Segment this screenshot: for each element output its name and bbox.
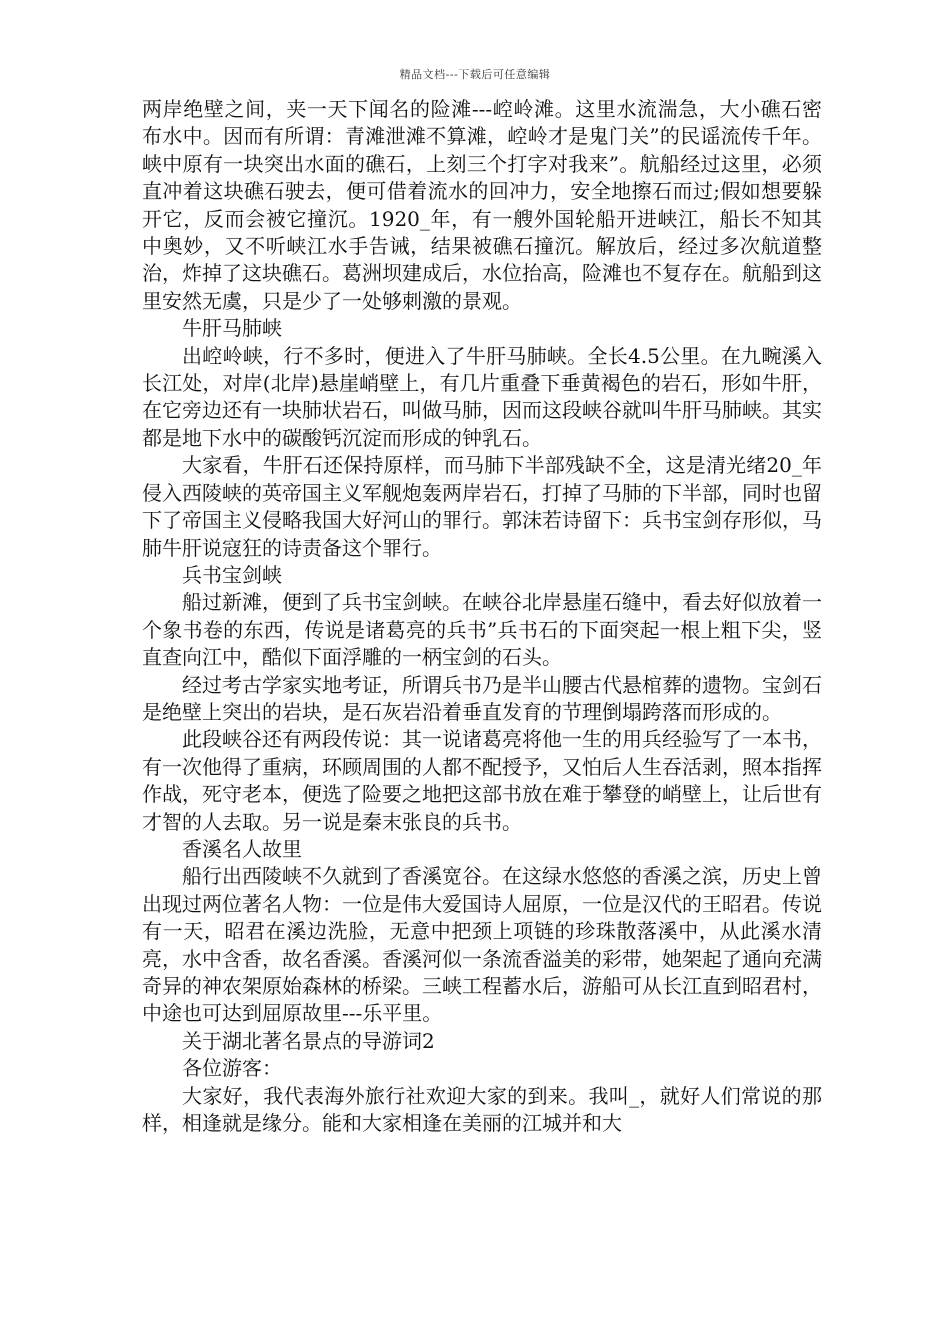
paragraph: 经过考古学家实地考证，所谓兵书乃是半山腰古代悬棺葬的遗物。宝剑石是绝壁上突出的岩块，是石灰岩沿着垂直发育的节理倒塌跨落而形成的。 (142, 672, 822, 724)
paragraph: 大家好，我代表海外旅行社欢迎大家的到来。我叫_，就好人们常说的那样，相逢就是缘分。能和大家相逢在美丽的江城并和大 (142, 1083, 822, 1136)
section-heading: 牛肝马肺峡 (182, 316, 282, 341)
section-heading: 香溪名人故里 (182, 836, 302, 861)
paragraph: 两岸绝壁之间，夹一天下闻名的险滩---崆岭滩。这里水流湍急，大小礁石密布水中。因而有所谓：青滩泄滩不算滩，崆岭才是鬼门关”的民谣流传千年。峡中原有一块突出水面的礁石，上刻三个打字对我来”。航船经过这里，必须直冲着这块礁石驶去，便可借着流水的回冲力，安全地擦石而过;假如想要躲开它，反而会被它撞沉。1920_年，有一艘外国轮船开进峡江，船长不知其中奥妙，又不听峡江水手告诫，结果被礁石撞沉。解放后，经过多次航道整治，炸掉了这块礁石。葛洲坝建成后，水位抬高，险滩也不复存在。航船到这里安然无虞，只是少了一处够刺激的景观。 (142, 97, 822, 313)
section-heading: 兵书宝剑峡 (182, 562, 282, 587)
document-title: 关于湖北著名景点的导游词2 (182, 1028, 435, 1053)
paragraph: 船行出西陵峡不久就到了香溪宽谷。在这绿水悠悠的香溪之滨，历史上曾出现过两位著名人物：一位是伟大爱国诗人屈原，一位是汉代的王昭君。传说有一天，昭君在溪边洗脸，无意中把颈上项链的珍珠散落溪中，从此溪水清亮，水中含香，故名香溪。香溪河似一条流香溢美的彩带，她架起了通向充满奇异的神农架原始森林的桥梁。三峡工程蓄水后，游船可从长江直到昭君村，中途也可达到屈原故里---乐平里。 (142, 864, 822, 1026)
paragraph: 大家看，牛肝石还保持原样，而马肺下半部残缺不全，这是清光绪20_年侵入西陵峡的英帝国主义军舰炮轰两岸岩石，打掉了马肺的下半部，同时也留下了帝国主义侵略我国大好河山的罪行。郭沫若诗留下：兵书宝剑存形似，马肺牛肝说寇狂的诗责备这个罪行。 (142, 453, 822, 560)
paragraph: 出崆岭峡，行不多时，便进入了牛肝马肺峡。全长4.5公里。在九畹溪入长江处，对岸(北岸)悬崖峭壁上，有几片重叠下垂黄褐色的岩石，形如牛肝，在它旁边还有一块肺状岩石，叫做马肺，因而这段峡谷就叫牛肝马肺峡。其实都是地下水中的碳酸钙沉淀而形成的钟乳石。 (142, 343, 822, 450)
document-body (142, 96, 822, 1137)
salutation: 各位游客： (182, 1056, 282, 1081)
paragraph: 此段峡谷还有两段传说：其一说诸葛亮将他一生的用兵经验写了一本书，有一次他得了重病，环顾周围的人都不配授予，又怕后人生吞活剥，照本指挥作战，死守老本，便选了险要之地把这部书放在难于攀登的峭壁上，让后世有才智的人去取。另一说是秦末张良的兵书。 (142, 727, 822, 834)
paragraph: 船过新滩，便到了兵书宝剑峡。在峡谷北岸悬崖石缝中，看去好似放着一个象书卷的东西，传说是诸葛亮的兵书”兵书石的下面突起一根上粗下尖，竖直查向江中，酷似下面浮雕的一柄宝剑的石头。 (142, 590, 822, 670)
page-header: 精品文档---下载后可任意编辑 (399, 68, 551, 81)
